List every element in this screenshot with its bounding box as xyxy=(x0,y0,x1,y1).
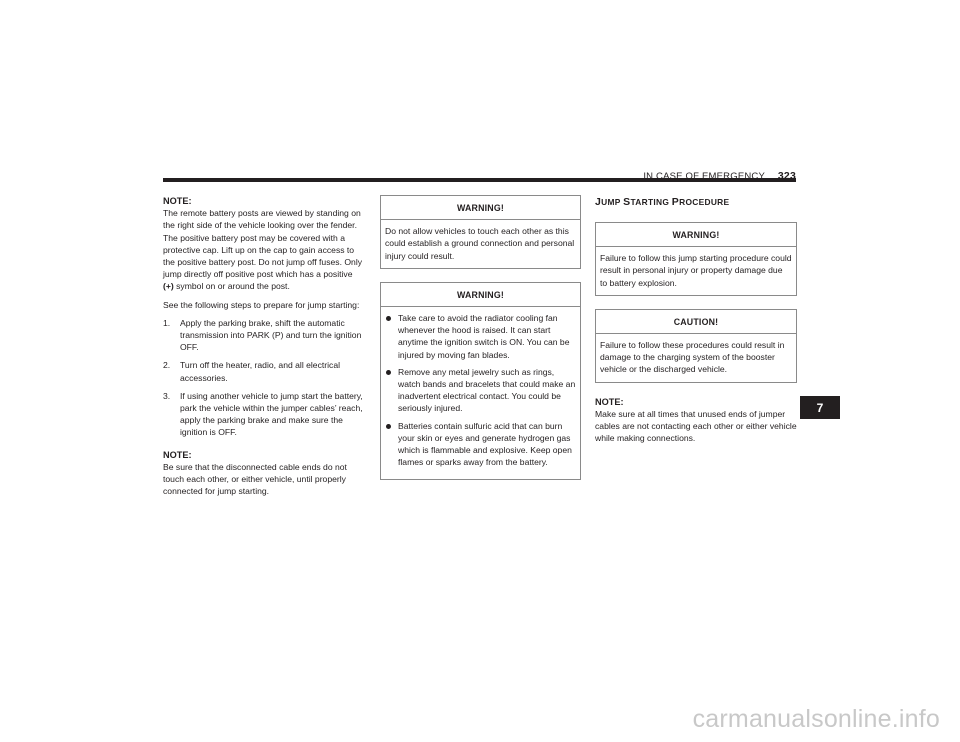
bullet-icon xyxy=(386,370,391,375)
column-middle xyxy=(380,195,581,493)
warning-title: WARNING! xyxy=(596,223,796,247)
warning-title: WARNING! xyxy=(381,283,580,307)
note-label: NOTE: xyxy=(163,449,192,460)
list-item: 3. If using another vehicle to jump start the battery, park the vehicle within the jumper cables’ reach, apply the parking brake and make sure the ignition is OFF. xyxy=(163,390,363,438)
note-label: NOTE: xyxy=(163,196,192,206)
warning-bullets xyxy=(385,312,576,468)
list-item: 1. Apply the parking brake, shift the automatic transmission into PARK (P) and turn the ignition OFF. xyxy=(163,317,362,353)
warning-box xyxy=(595,222,797,296)
column-right xyxy=(595,195,797,450)
warning-title: WARNING! xyxy=(381,196,580,220)
section-name: IN CASE OF EMERGENCY xyxy=(643,171,766,182)
running-header xyxy=(643,170,796,182)
note-label: NOTE: xyxy=(595,396,624,407)
positive-symbol: (+) xyxy=(163,281,174,292)
chapter-tab: 7 xyxy=(800,396,840,419)
note-text: Be sure that the disconnected cable ends do not touch each other, or either vehicle, until properly connected for jump starting. xyxy=(163,461,347,497)
bullet-icon xyxy=(386,316,391,321)
steps-list xyxy=(163,317,365,439)
warning-text: Do not allow vehicles to touch each other as this could establish a ground connection and personal injury could result. xyxy=(385,226,575,261)
caution-text: Failure to follow these procedures could result in damage to the charging system of the booster vehicle or the discharged vehicle. xyxy=(600,340,785,375)
warning-text: Failure to follow this jump starting procedure could result in personal injury or property damage due to battery explosion. xyxy=(600,253,792,288)
warning-box xyxy=(380,282,581,481)
list-item: 2. Turn off the heater, radio, and all electrical accessories. xyxy=(163,360,341,383)
list-item: Remove any metal jewelry such as rings, watch bands and bracelets that could make an inadvertent electrical contact. You could be seriously injured. xyxy=(385,366,576,415)
list-item: Batteries contain sulfuric acid that can burn your skin or eyes and generate hydrogen gas which is flammable and explosive. Keep open flames or sparks away from the battery. xyxy=(385,420,576,469)
list-item: Take care to avoid the radiator cooling fan whenever the hood is raised. It can start anytime the ignition switch is ON. You can be injured by moving fan blades. xyxy=(385,312,576,361)
note-text: The remote battery posts are viewed by standing on the right side of the vehicle looking over the fender. The positive battery post may be covered with a protective cap. Lift up on the cap to gain access to the positive battery post. Do not jump off fuses. Only jump directly off positive post which has a positive (+) symbol on or around the post. xyxy=(163,208,363,292)
steps-intro: See the following steps to prepare for jump starting: xyxy=(163,299,360,310)
page-number: 323 xyxy=(777,170,796,182)
caution-box xyxy=(595,309,797,383)
bullet-icon xyxy=(386,424,391,429)
note-text: Make sure at all times that unused ends of jumper cables are not contacting each other or either vehicle while making connections. xyxy=(595,408,797,444)
caution-title: CAUTION! xyxy=(596,310,796,334)
warning-box xyxy=(380,195,581,269)
column-left xyxy=(163,195,365,503)
section-title: JUMP STARTING PROCEDURE xyxy=(595,196,730,208)
watermark: carmanualsonline.info xyxy=(692,705,940,733)
